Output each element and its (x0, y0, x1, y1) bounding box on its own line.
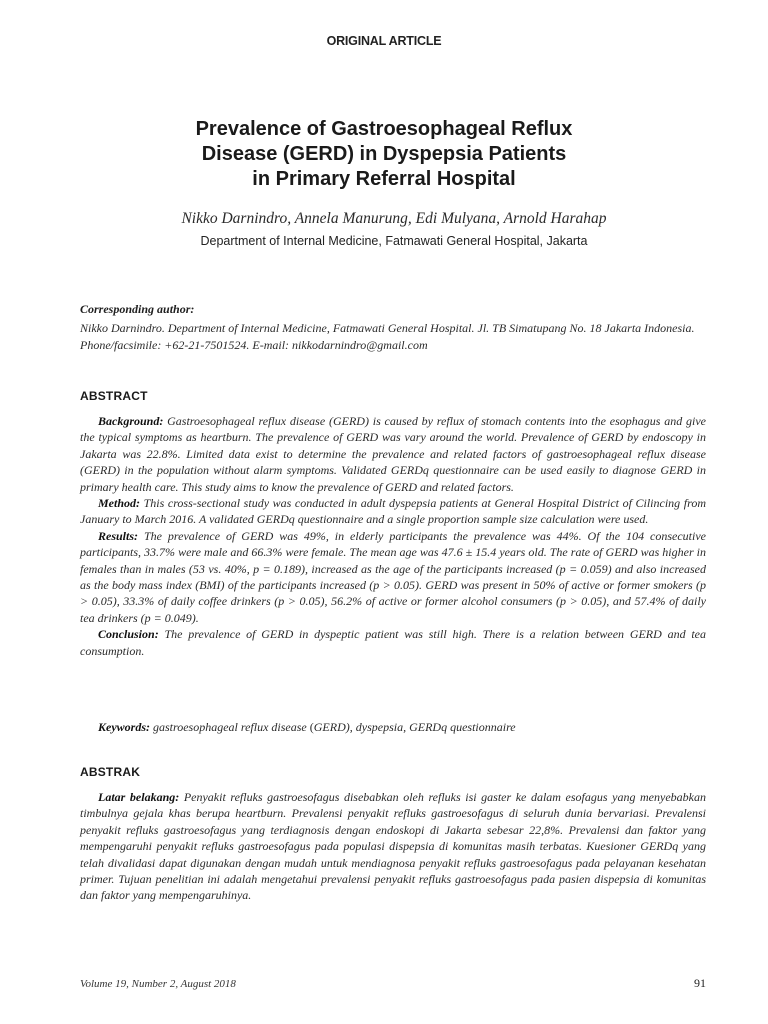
keywords-label: Keywords: (98, 720, 150, 734)
background-text: Gastroesophageal reflux disease (GERD) is caused by reflux of stomach contents into the esophagus and give the typical symptoms as heartburn. The prevalence of GERD was vary around the world. Prevalence of GERD by endoscopy in Jakarta was 22.8%. Limited data exist to determine the prevalence and related factors of gastroesophageal reflux disease (GERD) in the population without alarm symptoms. Validated GERDq questionnaire can be used easily to diagnose GERD in primary health care. This study aims to know the prevalence of GERD and related factors. (80, 414, 706, 494)
article-title (100, 117, 668, 192)
abstract-method (80, 495, 706, 528)
page-number: 91 (694, 976, 706, 990)
abstract-results (80, 528, 706, 626)
abstract-conclusion (80, 626, 706, 659)
abstract-heading: ABSTRACT (80, 389, 148, 403)
affiliation: Department of Internal Medicine, Fatmawati General Hospital, Jakarta (200, 234, 588, 248)
method-text: This cross-sectional study was conducted in adult dyspepsia patients at General Hospital District of Cilincing from January to March 2016. A validated GERDq questionnaire and a single proportion sample size calculation were used. (80, 496, 706, 527)
background-label: Background: (98, 414, 164, 428)
abstrak-heading: ABSTRAK (80, 765, 141, 779)
title-line-3: in Primary Referral Hospital (252, 168, 516, 190)
conclusion-text: The prevalence of GERD in dyspeptic patient was still high. There is a relation between GERD and tea consumption. (80, 627, 706, 658)
results-text: The prevalence of GERD was 49%, in elderly participants the prevalence was 44%. Of the 104 consecutive participants, 33.7% were male and 66.3% were female. The mean age was 47.6 ± 15.4 years old. The rate of GERD was higher in females than in males (53 vs. 40%, p = 0.189), increased as the age of the participants increased (p = 0.059) and also increased as the body mass index (BMI) of the participants increased (p > 0.05). GERD was present in 50% of active or former smokers (p > 0.05), 33.3% of daily coffee drinkers (p > 0.05), 56.2% of active or former alcohol consumers (p > 0.05), and 57.4% of daily tea drinkers (p = 0.049). (80, 528, 706, 625)
author-list: Nikko Darnindro, Annela Manurung, Edi Mulyana, Arnold Harahap (181, 210, 607, 227)
abstrak-background (80, 789, 706, 904)
corresponding-author-heading: Corresponding author: (80, 302, 195, 316)
abstrak-body (80, 789, 706, 904)
latar-belakang-label: Latar belakang: (98, 790, 180, 804)
keywords-paren: ( (309, 720, 314, 734)
conclusion-label: Conclusion: (98, 627, 159, 642)
title-line-2: Disease (GERD) in Dyspepsia Patients (201, 143, 567, 165)
title-line-1: Prevalence of Gastroesophageal Reflux (195, 118, 573, 140)
keywords-line (80, 720, 706, 735)
keywords-text-a: gastroesophageal reflux disease (150, 720, 310, 734)
latar-belakang-text: Penyakit refluks gastroesofagus disebabkan oleh refluks isi gaster ke dalam esofagus yang menyebabkan timbulnya gejala khas berupa heartburn. Prevalensi penyakit refluks gastroesofagus di seluruh dunia bervariasi. Prevalensi penyakit refluks gastroesofagus yang terdiagnosis dengan endoskopi di Jakarta sebesar 22,8%. Prevalensi dan faktor yang mempengaruhi penyakit refluks gastroesofagus pada populasi dispepsia di komunitas masih terbatas. Kuesioner GERDq yang telah divalidasi dapat digunakan dengan mudah untuk mendiagnosa penyakit refluks gastroesofagus pada pelayanan kesehatan primer. Tujuan penelitian ini adalah mengetahui prevalensi penyakit refluks gastroesofagus pada pasien dispepsia di komunitas dan faktor yang mempengaruhinya. (80, 790, 706, 903)
results-label: Results: (98, 528, 139, 543)
keywords-text-c: GERD), dyspepsia, GERDq questionnaire (313, 720, 516, 734)
corresponding-author-details: Nikko Darnindro. Department of Internal Medicine, Fatmawati General Hospital. Jl. TB Simatupang No. 18 Jakarta Indonesia. Phone/facsimile: +62-21-7501524. E-mail: nikkodarnindro@gmail.com (80, 321, 695, 352)
abstract-background (80, 413, 706, 495)
method-label: Method: (98, 496, 140, 511)
article-type-label: ORIGINAL ARTICLE (326, 34, 442, 48)
abstract-body (80, 413, 706, 659)
journal-issue: Volume 19, Number 2, August 2018 (80, 978, 236, 990)
